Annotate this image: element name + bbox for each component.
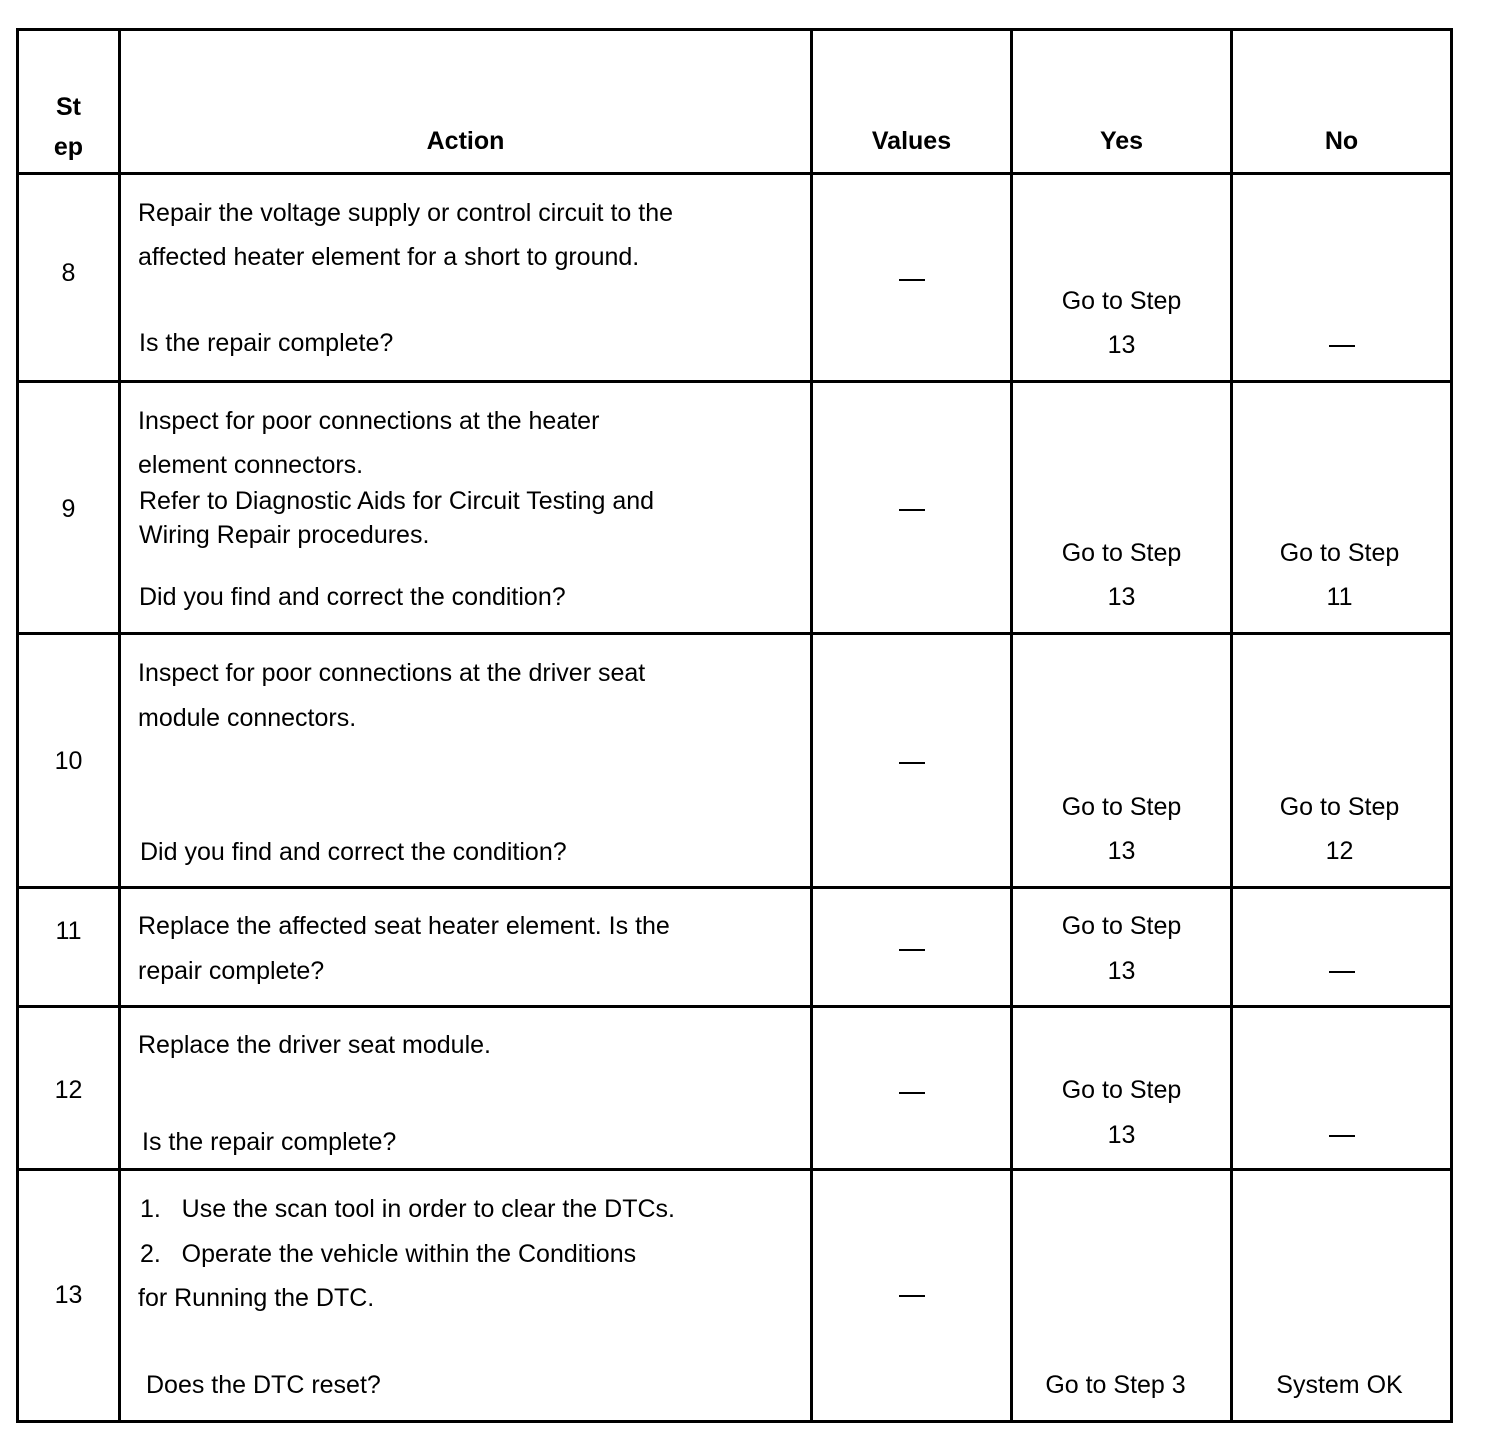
header-values-label: Values — [871, 127, 952, 155]
action-text: affected heater element for a short to ground. — [138, 243, 640, 271]
step-number: 13 — [54, 1281, 83, 1309]
table-row — [18, 174, 1452, 382]
yes-step: 13 — [1107, 837, 1136, 865]
no-result: System OK — [1276, 1371, 1403, 1399]
action-text: Inspect for poor connections at the driver seat — [138, 659, 646, 687]
action-question: repair complete? — [138, 957, 325, 985]
header-action-label: Action — [426, 127, 505, 155]
empty-value-dash — [899, 279, 925, 281]
no-step: 11 — [1326, 583, 1353, 611]
action-text: Inspect for poor connections at the heater — [138, 407, 600, 435]
yes-step: Go to Step 3 — [1045, 1371, 1186, 1399]
action-list-item: 1. Use the scan tool in order to clear the DTCs. — [140, 1195, 675, 1223]
yes-text: Go to Step — [1061, 1076, 1182, 1104]
action-question: Does the DTC reset? — [146, 1371, 381, 1399]
no-step: 12 — [1325, 837, 1354, 865]
action-question: Did you find and correct the condition? — [140, 838, 567, 866]
empty-no-dash — [1329, 971, 1355, 973]
step-number: 12 — [54, 1076, 83, 1104]
table-row — [18, 634, 1452, 888]
step-number: 8 — [61, 259, 76, 287]
empty-value-dash — [899, 762, 925, 764]
header-step-line2: ep — [53, 133, 84, 161]
empty-value-dash — [899, 509, 925, 511]
empty-value-dash — [899, 1295, 925, 1297]
table-row — [18, 1170, 1452, 1422]
header-no-label: No — [1324, 127, 1359, 155]
yes-text: Go to Step — [1061, 912, 1182, 940]
header-yes-label: Yes — [1099, 127, 1144, 155]
yes-step: 13 — [1107, 331, 1136, 359]
header-no — [1232, 30, 1452, 174]
action-text: Repair the voltage supply or control circuit to the — [138, 199, 673, 227]
yes-text: Go to Step — [1061, 287, 1182, 315]
action-question: Did you find and correct the condition? — [139, 583, 566, 611]
action-text: Replace the affected seat heater element. Is the — [138, 912, 670, 940]
yes-text: Go to Step — [1061, 793, 1182, 821]
no-text: Go to Step — [1279, 539, 1400, 567]
step-number: 10 — [54, 747, 83, 775]
action-text: module connectors. — [138, 704, 357, 732]
action-text: Wiring Repair procedures. — [139, 521, 430, 549]
action-text: Replace the driver seat module. — [138, 1031, 491, 1059]
yes-step: 13 — [1107, 1121, 1136, 1149]
step-number: 9 — [61, 495, 76, 523]
table-row — [18, 888, 1452, 1007]
action-text: element connectors. — [138, 451, 364, 479]
empty-no-dash — [1329, 345, 1355, 347]
table-row — [18, 1007, 1452, 1170]
header-row — [18, 30, 1452, 174]
header-values — [812, 30, 1012, 174]
header-step-line1: St — [56, 93, 81, 121]
action-question: Is the repair complete? — [139, 329, 394, 357]
yes-step: 13 — [1107, 583, 1136, 611]
header-yes — [1012, 30, 1232, 174]
yes-step: 13 — [1107, 957, 1136, 985]
empty-no-dash — [1329, 1135, 1355, 1137]
action-text: for Running the DTC. — [138, 1284, 375, 1312]
header-action — [120, 30, 812, 174]
step-number: 11 — [55, 917, 82, 945]
yes-text: Go to Step — [1061, 539, 1182, 567]
no-text: Go to Step — [1279, 793, 1400, 821]
empty-value-dash — [899, 949, 925, 951]
action-question: Is the repair complete? — [142, 1128, 397, 1156]
table-row — [18, 382, 1452, 634]
action-text: Refer to Diagnostic Aids for Circuit Testing and — [139, 487, 655, 515]
action-list-item: 2. Operate the vehicle within the Conditions — [140, 1240, 637, 1268]
empty-value-dash — [899, 1092, 925, 1094]
header-step — [18, 30, 120, 174]
diagnostic-table — [16, 28, 1453, 1423]
